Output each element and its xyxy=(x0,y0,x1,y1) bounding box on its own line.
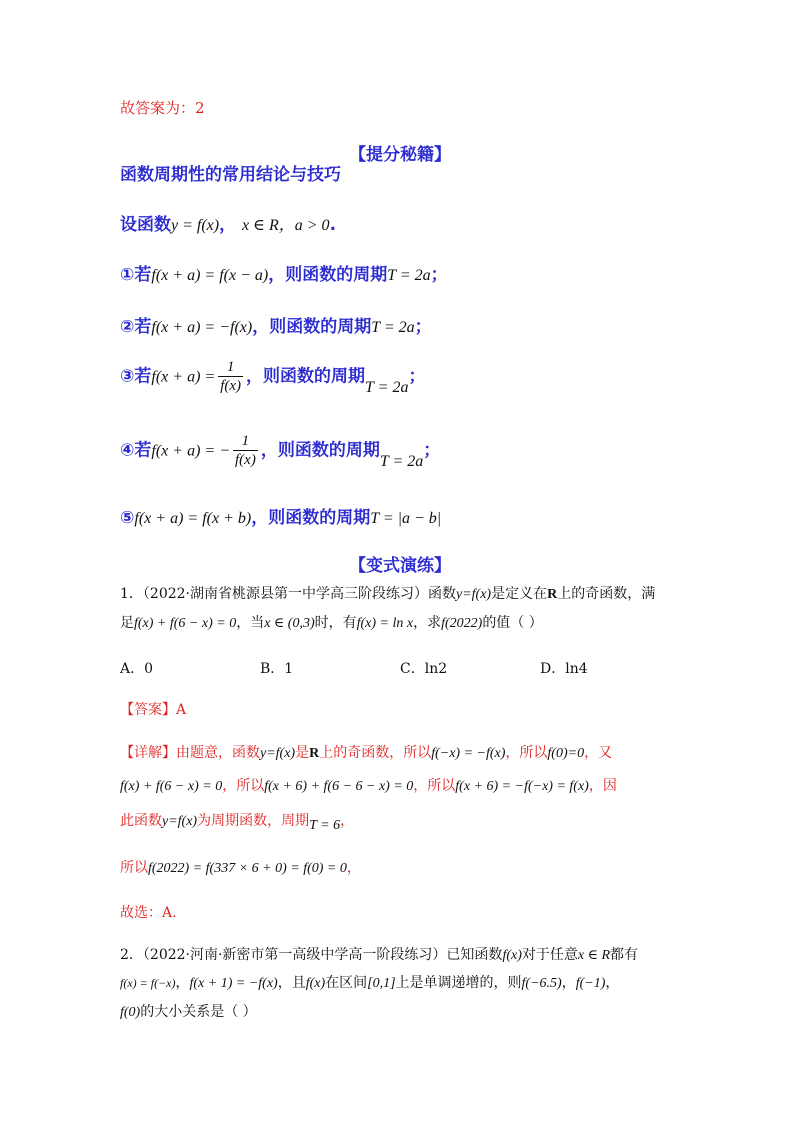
detail-math: f(0)=0 xyxy=(547,746,585,761)
setup-prefix: 设函数 xyxy=(120,215,171,235)
rule-end: ； xyxy=(423,440,441,461)
rule-period: T = 2a xyxy=(387,267,431,284)
q1-math: y=f(x) xyxy=(456,587,492,602)
detail-text: 【详解】由题意，函数 xyxy=(120,745,260,761)
tips-heading: 【提分秘籍】 xyxy=(349,145,451,165)
detail-text: ， xyxy=(340,813,355,829)
rule-text: ，则函数的周期 xyxy=(268,265,388,285)
detail-math: f(x) + f(6 − x) = 0 xyxy=(120,779,223,794)
rule-period: T = 2a xyxy=(379,452,424,470)
rule-period: T = 2a xyxy=(365,378,409,396)
rule-condition: f(x + a) = − xyxy=(151,442,230,460)
q1-text: 上的奇函数，满 xyxy=(557,586,656,602)
q1-detail-line-3 xyxy=(120,810,355,833)
q2-line-2 xyxy=(120,972,619,992)
q1-text: 时，有 xyxy=(314,615,357,631)
q2-text: ， xyxy=(175,975,190,991)
setup-end: . xyxy=(329,215,337,235)
detail-text: 上的奇函数，所以 xyxy=(319,745,432,761)
q2-math: f(0) xyxy=(120,1005,141,1020)
detail-math: y=f(x) xyxy=(260,746,296,761)
detail-math: R xyxy=(309,746,320,761)
q1-option-d: D．ln4 xyxy=(540,661,588,677)
q2-text: 在区间 xyxy=(325,975,368,991)
q2-text: ， xyxy=(561,975,576,991)
rule-2 xyxy=(120,312,432,337)
rule-4 xyxy=(120,432,440,469)
rule-3 xyxy=(120,358,425,395)
q2-math: f(−6.5) xyxy=(521,976,562,991)
q1-text: ，求 xyxy=(413,615,442,631)
q1-math: f(x) = ln x xyxy=(356,616,414,631)
q1-text: 1．（2022·湖南省桃源县第一中学高三阶段练习）函数 xyxy=(120,586,456,602)
q2-math: f(x) = f(−x) xyxy=(120,976,176,990)
q2-math: [0,1] xyxy=(367,976,396,991)
q1-text: ，当 xyxy=(236,615,265,631)
rule-period: T = 2a xyxy=(371,319,415,336)
rule-text: ，则函数的周期 xyxy=(260,440,380,461)
q2-math: f(x + 1) = −f(x) xyxy=(189,976,278,991)
q1-math: x ∈ (0,3) xyxy=(264,616,315,631)
q1-detail-line-4 xyxy=(120,857,361,877)
rule-condition: f(x + a) = −f(x) xyxy=(151,319,253,336)
q2-math: f(x) xyxy=(305,976,326,991)
tips-setup xyxy=(120,210,336,235)
q2-line-1 xyxy=(120,944,638,964)
detail-text: 是 xyxy=(295,745,310,761)
rule-1 xyxy=(120,260,448,285)
q1-detail-line-2 xyxy=(120,775,617,795)
q1-line-1 xyxy=(120,583,655,603)
q2-text: 2．（2022·河南·新密市第一高级中学高一阶段练习）已知函数 xyxy=(120,947,503,963)
fraction-numerator: 1 xyxy=(226,359,235,375)
setup-sep: ， xyxy=(219,215,237,235)
q2-math: x ∈ R xyxy=(577,948,611,963)
detail-text: 此函数 xyxy=(120,813,162,829)
q2-math: f(−1) xyxy=(575,976,606,991)
detail-text: ，又 xyxy=(584,745,613,761)
q2-text: 的大小关系是（ ） xyxy=(140,1004,257,1020)
rule-condition: f(x + a) = f(x + b) xyxy=(134,510,252,527)
setup-condition: x ∈ R，a > 0 xyxy=(242,217,330,234)
q2-text: 都有 xyxy=(610,947,639,963)
rule-mark: ①若 xyxy=(120,265,152,285)
q1-math: f(x) + f(6 − x) = 0 xyxy=(134,616,237,631)
detail-text: ， xyxy=(346,860,361,876)
q1-answer: 【答案】A xyxy=(120,702,187,718)
detail-math: T = 6 xyxy=(309,818,341,833)
rule-5 xyxy=(120,503,441,528)
q1-math: f(2022) xyxy=(441,616,483,631)
detail-math: y=f(x) xyxy=(162,814,198,829)
q1-text: 的值（ ） xyxy=(482,615,543,631)
detail-text: ，所以 xyxy=(505,745,548,761)
q1-text: 是定义在 xyxy=(491,586,548,602)
tips-subtitle: 函数周期性的常用结论与技巧 xyxy=(120,165,341,185)
q2-text: ， xyxy=(605,975,620,991)
rule-mark: ④若 xyxy=(120,440,152,461)
rule-text: ，则函数的周期 xyxy=(251,508,371,528)
rule-mark: ②若 xyxy=(120,317,152,337)
detail-math: f(2022) = f(337 × 6 + 0) = f(0) = 0 xyxy=(148,861,347,876)
detail-text: 为周期函数，周期 xyxy=(197,813,310,829)
q1-text: 足 xyxy=(120,615,134,631)
detail-math: f(−x) = −f(x) xyxy=(431,746,506,761)
rule-end: ； xyxy=(414,317,432,337)
rule-end: ； xyxy=(430,265,448,285)
q1-detail-line-1 xyxy=(120,742,612,762)
q2-math: f(x) xyxy=(502,948,522,963)
setup-function: y = f(x) xyxy=(171,217,220,234)
rule-text: ，则函数的周期 xyxy=(246,366,366,387)
rule-mark: ③若 xyxy=(120,366,152,387)
rule-condition: f(x + a) = f(x − a) xyxy=(151,267,269,284)
rule-condition: f(x + a) = xyxy=(151,368,216,386)
rule-fraction xyxy=(233,432,258,469)
q2-text: ，且 xyxy=(277,975,306,991)
previous-answer: 故答案为：2 xyxy=(120,99,205,117)
detail-text: ，所以 xyxy=(413,778,456,794)
q1-option-a: A．0 xyxy=(120,661,154,677)
q1-detail-conclusion: 故选：A. xyxy=(120,905,177,921)
rule-period: T = |a − b| xyxy=(370,510,442,527)
detail-math: f(x + 6) = −f(−x) = f(x) xyxy=(455,779,589,794)
q2-line-3 xyxy=(120,1001,257,1021)
rule-fraction xyxy=(218,358,243,395)
q1-math: R xyxy=(547,587,558,602)
detail-math: f(x + 6) + f(6 − 6 − x) = 0 xyxy=(264,779,414,794)
q1-line-2 xyxy=(120,612,543,632)
rule-end: ； xyxy=(408,366,426,387)
rule-mark: ⑤ xyxy=(120,508,135,528)
q2-text: 对于任意 xyxy=(521,947,578,963)
practice-heading: 【变式演练】 xyxy=(349,556,451,576)
detail-text: 所以 xyxy=(120,860,148,876)
q1-option-c: C．ln2 xyxy=(400,661,448,677)
q2-text: 上是单调递增的，则 xyxy=(395,975,522,991)
detail-text: ，因 xyxy=(588,778,617,794)
fraction-numerator: 1 xyxy=(241,433,250,449)
fraction-denominator: f(x) xyxy=(220,378,242,394)
fraction-denominator: f(x) xyxy=(235,452,256,468)
q1-option-b: B．1 xyxy=(260,661,294,677)
rule-text: ，则函数的周期 xyxy=(252,317,372,337)
detail-text: ，所以 xyxy=(222,778,265,794)
